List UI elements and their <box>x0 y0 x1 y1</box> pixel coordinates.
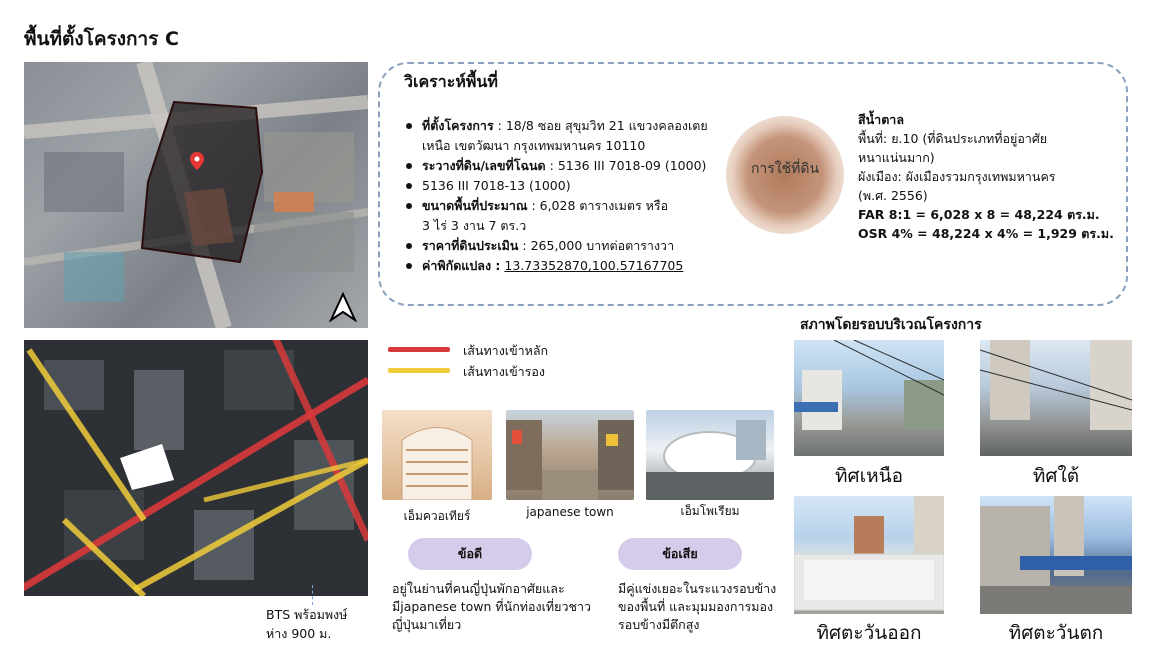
plan-line-2: (พ.ศ. 2556) <box>858 188 928 203</box>
location-item-cont <box>404 136 744 156</box>
south-label: ทิศใต้ <box>1032 465 1080 487</box>
emporium-label: เอ็มโพเรียม <box>680 504 740 518</box>
bullet <box>406 263 412 269</box>
surroundings-heading: สภาพโดยรอบบริเวณโครงการ <box>800 317 982 333</box>
page-title: พื้นที่ตั้งโครงการ C <box>24 28 179 50</box>
price-item <box>404 236 744 256</box>
bts-info <box>266 605 347 643</box>
price-value: : 265,000 บาทต่อตารางวา <box>518 238 675 253</box>
deed-value-2: 5136 III 7018-13 (1000) <box>422 178 571 193</box>
emporium-photo <box>646 410 774 500</box>
bts-station: BTS พร้อมพงษ์ <box>266 607 348 622</box>
bullet <box>406 243 412 249</box>
west-view-photo <box>980 496 1132 614</box>
main-route-label: เส้นทางเข้าหลัก <box>463 343 549 358</box>
bts-distance: ห่าง 900 ม. <box>266 626 332 641</box>
pros-badge: ข้อดี <box>408 538 532 570</box>
location-item <box>404 116 744 136</box>
area-value-2: 3 ไร่ 3 งาน 7 ตร.ว <box>422 218 527 233</box>
deed-item <box>404 156 744 176</box>
plan-line-1: ผังเมือง: ผังเมืองรวมกรุงเทพมหานคร <box>858 169 1056 184</box>
south-view-photo <box>980 340 1132 456</box>
analysis-heading: วิเคราะห์พื้นที่ <box>404 72 498 91</box>
zone-color: สีน้ำตาล <box>858 112 904 127</box>
deed-label: ระวางที่ดิน/เลขที่โฉนด <box>422 158 546 173</box>
far-value: FAR 8:1 = 6,028 x 8 = 48,224 ตร.ม. <box>858 207 1100 222</box>
coord-label: ค่าพิกัดแปลง : <box>422 258 501 273</box>
aerial-route-map <box>24 340 368 596</box>
area-item <box>404 196 744 216</box>
coord-link[interactable]: 13.73352870,100.57167705 <box>504 258 684 273</box>
secondary-route-swatch <box>388 368 450 373</box>
cons-badge: ข้อเสีย <box>618 538 742 570</box>
japanese-town-photo <box>506 410 634 500</box>
osr-value: OSR 4% = 48,224 x 4% = 1,929 ตร.ม. <box>858 226 1114 241</box>
north-label: ทิศเหนือ <box>834 465 903 487</box>
east-label: ทิศตะวันออก <box>816 622 922 644</box>
price-label: ราคาที่ดินประเมิน <box>422 238 519 253</box>
zone-line-2: หนาแน่นมาก) <box>858 150 935 165</box>
japanese-town-label: japanese town <box>526 505 614 519</box>
bullet <box>406 183 412 189</box>
pros-text: อยู่ในย่านที่คนญี่ปุ่นพักอาศัยและมีjapanese town ที่นักท่องเที่ยวชาวญี่ปุ่นมาเที่ยว <box>392 581 592 632</box>
site-details-list <box>404 116 744 276</box>
east-view-photo <box>794 496 944 614</box>
area-value: : 6,028 ตารางเมตร หรือ <box>527 198 669 213</box>
land-use-label: การใช้ที่ดิน <box>750 161 820 177</box>
zoning-info <box>858 110 1120 243</box>
area-label: ขนาดพื้นที่ประมาณ <box>422 198 528 213</box>
bullet <box>406 163 412 169</box>
location-value: : 18/8 ซอย สุขุมวิท 21 แขวงคลองเตย <box>493 118 708 133</box>
location-pin-icon <box>190 152 204 170</box>
satellite-map <box>24 62 368 328</box>
bts-pointer-line <box>312 585 313 605</box>
zone-line-1: พื้นที่: ย.10 (ที่ดินประเภทที่อยู่อาศัย <box>858 131 1048 146</box>
deed-value-1: : 5136 III 7018-09 (1000) <box>545 158 707 173</box>
cons-text: มีคู่แข่งเยอะในระแวงรอบข้างของพื้นที่ และมุมมองการมองรอบข้างมีตึกสูง <box>618 581 777 632</box>
emquartier-label: เอ็มควอเทียร์ <box>403 509 471 523</box>
deed-item-2 <box>404 176 744 196</box>
bullet <box>406 203 412 209</box>
coord-item <box>404 256 744 276</box>
area-item-cont <box>404 216 744 236</box>
location-label: ที่ตั้งโครงการ <box>422 118 494 133</box>
north-view-photo <box>794 340 944 456</box>
west-label: ทิศตะวันตก <box>1008 622 1104 644</box>
main-route-swatch <box>388 347 450 352</box>
secondary-route-label: เส้นทางเข้ารอง <box>463 364 545 379</box>
location-value-2: เหนือ เขตวัฒนา กรุงเทพมหานคร 10110 <box>422 138 646 153</box>
north-arrow-icon <box>328 292 358 322</box>
bullet <box>406 123 412 129</box>
emquartier-photo <box>382 410 492 500</box>
